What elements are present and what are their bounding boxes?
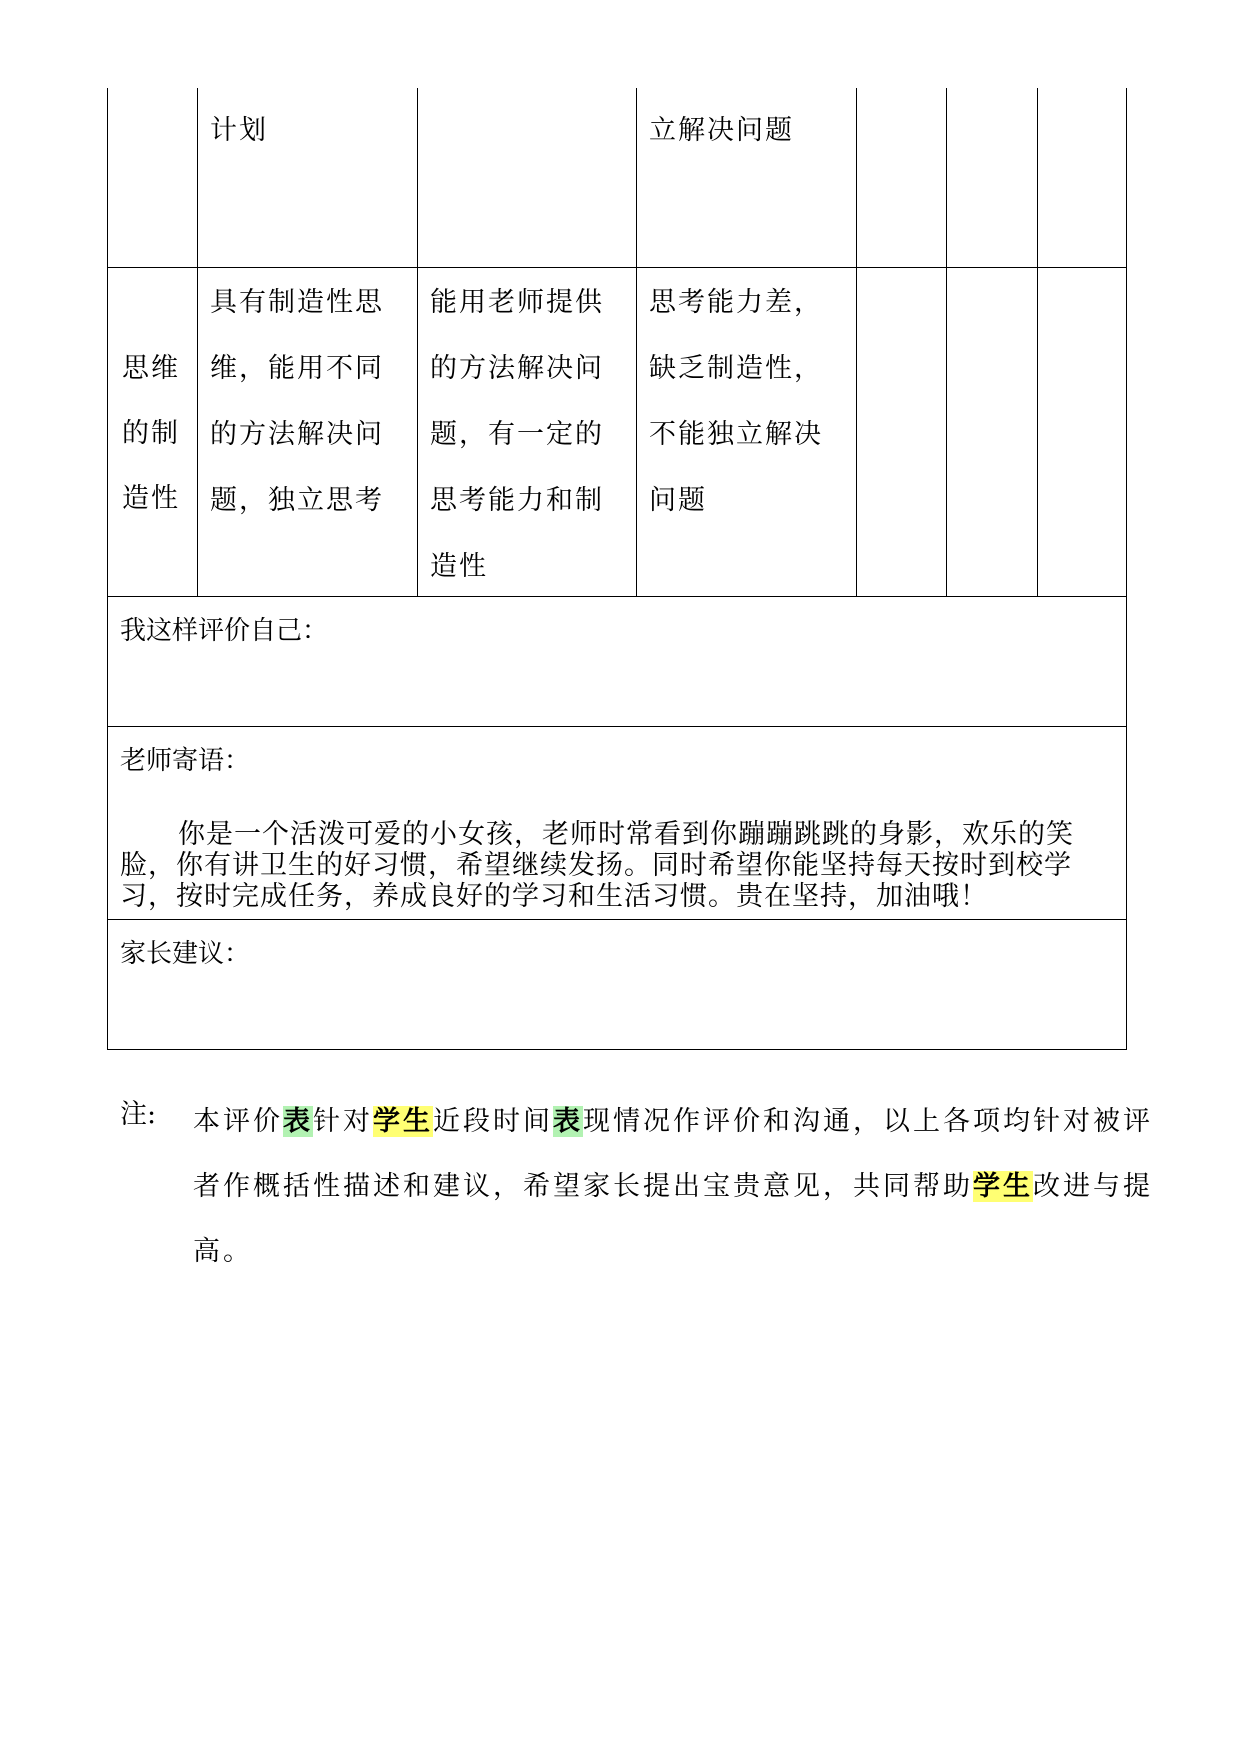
table-cell-score-3	[1038, 268, 1126, 596]
table-cell-score-2	[947, 268, 1038, 596]
note-segment: 现情况作评价和沟通，以上各项均针对被评	[583, 1106, 1153, 1137]
note-highlight-green: 表	[283, 1106, 313, 1137]
note-highlight-yellow: 学生	[373, 1106, 433, 1137]
table-cell-label	[108, 88, 198, 267]
parent-suggestion-title: 家长建议：	[120, 939, 251, 969]
note-highlight-green: 表	[553, 1106, 583, 1137]
note-label: 注:	[120, 1099, 157, 1130]
teacher-comment-title: 老师寄语：	[120, 746, 251, 776]
table-cell-good	[418, 268, 637, 596]
criterion-good: 能用老师提供的方法解决问题，有一定的思考能力和制造性	[430, 287, 604, 582]
self-evaluation-title: 我这样评价自己：	[120, 616, 329, 646]
table-cell-poor	[637, 88, 857, 267]
table-row-thinking	[108, 268, 1126, 597]
criterion-poor: 思考能力差，缺乏制造性，不能独立解决问题	[649, 287, 823, 516]
table-row-continued	[108, 88, 1126, 268]
table-cell-score-1	[857, 268, 947, 596]
note-highlight-yellow: 学生	[973, 1171, 1033, 1202]
note-segment: 者作概括性描述和建议，希望家长提出宝贵意见，共同帮助	[193, 1171, 973, 1202]
table-cell-score-2	[947, 88, 1038, 267]
table-cell-good	[418, 88, 637, 267]
self-evaluation-section	[108, 597, 1126, 727]
evaluation-table	[107, 88, 1127, 1050]
teacher-comment-text: 你是一个活泼可爱的小女孩，老师时常看到你蹦蹦跳跳的身影，欢乐的笑脸，你有讲卫生的好习惯，希望继续发扬。同时希望你能坚持每天按时到校学习，按时完成任务，养成良好的学习和生活习惯。贵在坚持，加油哦！	[120, 819, 1074, 912]
note-line-3	[193, 1219, 1133, 1284]
note-segment: 针对	[313, 1106, 373, 1137]
cell-text-plan: 计划	[210, 115, 268, 146]
criterion-label: 思维的制造性	[122, 353, 180, 514]
table-cell-score-1	[857, 88, 947, 267]
table-cell-poor	[637, 268, 857, 596]
teacher-comment-section	[108, 727, 1126, 920]
note-line-2	[193, 1154, 1153, 1219]
parent-suggestion-section	[108, 920, 1126, 1050]
note-segment: 高。	[193, 1236, 253, 1267]
note-line-1	[193, 1089, 1153, 1154]
criterion-excellent: 具有制造性思维，能用不同的方法解决问题，独立思考	[210, 287, 384, 516]
table-cell-excellent	[198, 88, 418, 267]
note-segment: 改进与提	[1033, 1171, 1153, 1202]
table-cell-label	[108, 268, 198, 596]
cell-text-solve: 立解决问题	[649, 115, 794, 146]
table-cell-score-3	[1038, 88, 1126, 267]
table-cell-excellent	[198, 268, 418, 596]
note-segment: 本评价	[193, 1106, 283, 1137]
note-segment: 近段时间	[433, 1106, 553, 1137]
note-text	[193, 1089, 1153, 1284]
